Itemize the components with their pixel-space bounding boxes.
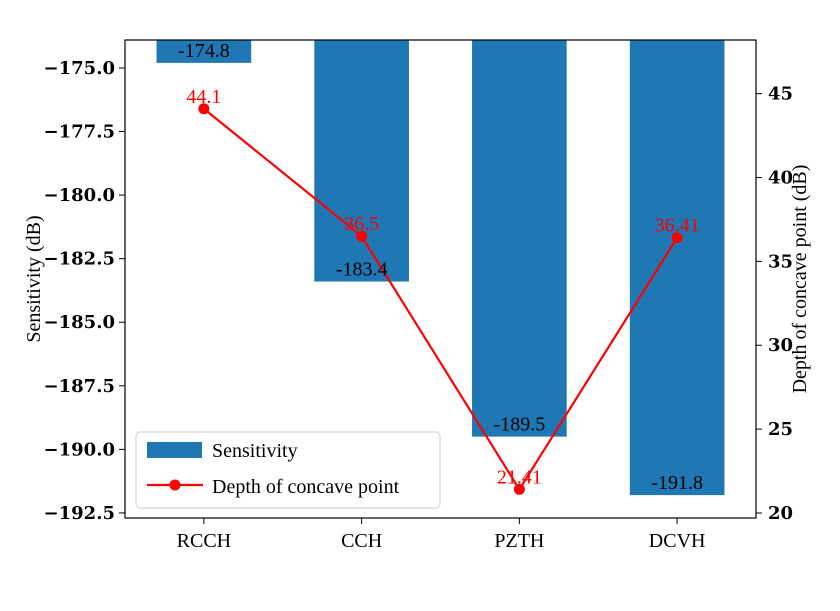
bar-value-label-cch: -183.4: [335, 258, 388, 281]
depth-value-label-dcvh: 36.41: [654, 214, 700, 237]
bars-layer: [157, 40, 725, 495]
legend: [136, 432, 440, 508]
labels-layer: [178, 40, 703, 494]
legend-label-depth: Depth of concave point: [212, 476, 400, 498]
x-tick-label-rcch: RCCH: [176, 530, 232, 552]
y-tick-label: −180.0: [43, 185, 115, 207]
x-tick-label-pzth: PZTH: [494, 530, 545, 552]
y-tick-label: −185.0: [43, 312, 115, 334]
depth-value-label-pzth: 21.41: [496, 466, 542, 489]
y2-tick-label: 25: [768, 419, 794, 441]
legend-swatch-sensitivity: [147, 442, 202, 458]
y2-tick-label: 35: [768, 251, 794, 273]
y2-tick-label: 20: [768, 502, 794, 524]
bar-value-label-rcch: -174.8: [178, 39, 230, 62]
bar-value-label-dcvh: -191.8: [651, 472, 703, 495]
y2-axis-label: Depth of concave point (dB): [789, 164, 811, 394]
bar-cch: [314, 40, 409, 282]
bar-pzth: [472, 40, 567, 437]
legend-label-sensitivity: Sensitivity: [212, 440, 298, 462]
bar-dcvh: [630, 40, 725, 495]
y-tick-label: −175.0: [43, 57, 115, 79]
depth-value-label-cch: 36.5: [344, 213, 380, 236]
bar-value-label-pzth: -189.5: [493, 413, 546, 436]
y-tick-label: −182.5: [43, 248, 115, 270]
y-tick-label: −190.0: [43, 439, 115, 461]
legend-swatch-depth-marker: [170, 480, 181, 491]
y-axis-label: Sensitivity (dB): [23, 215, 45, 343]
x-tick-label-dcvh: DCVH: [648, 530, 706, 552]
y2-tick-label: 45: [768, 83, 794, 105]
y2-tick-label: 40: [768, 167, 794, 189]
y-tick-label: −192.5: [43, 502, 115, 524]
x-tick-label-cch: CCH: [341, 530, 383, 552]
y2-tick-label: 30: [768, 335, 794, 357]
y-tick-label: −177.5: [43, 121, 115, 143]
depth-value-label-rcch: 44.1: [186, 85, 222, 108]
y-tick-label: −187.5: [43, 375, 115, 397]
